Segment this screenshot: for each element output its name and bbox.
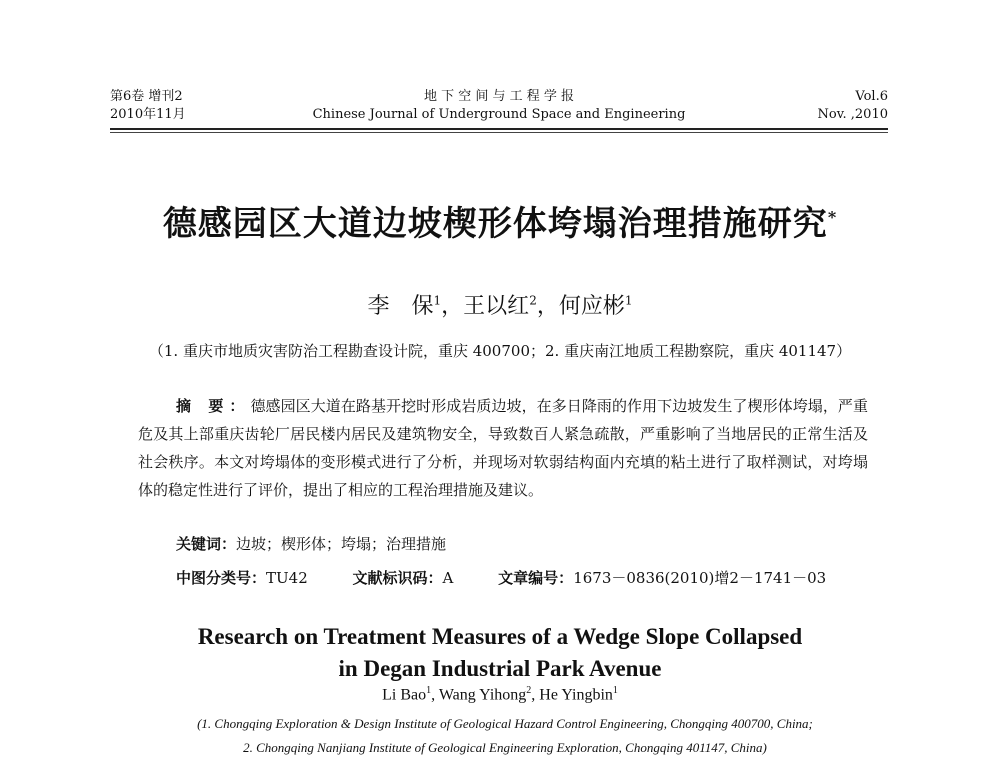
affiliation-en-line1: (1. Chongqing Exploration & Design Institute of Geological Hazard Control Engineering, Chongqing 400700, China;: [197, 716, 813, 731]
title-en-line2: in Degan Industrial Park Avenue: [338, 656, 662, 681]
journal-name-zh: 地 下 空 间 与 工 程 学 报: [423, 89, 575, 104]
abstract-text: 德感园区大道在路基开挖时形成岩质边坡，在多日降雨的作用下边坡发生了楔形体垮塌，严重危及其上部重庆齿轮厂居民楼内居民及建筑物安全，导致数百人紧急疏散，严重影响了当地居民的正常生活及社会秩序。本文对垮塌体的变形模式进行了分析，并现场对软弱结构面内充填的粘土进行了取样测试，对垮塌体的稳定性进行了评价，提出了相应的工程治理措施及建议。: [138, 397, 868, 499]
date-en: Nov. ,2010: [817, 107, 888, 122]
author-zh: 王以红: [463, 294, 530, 319]
volume-info-en: [818, 88, 888, 124]
doc-label: 文献标识码：: [352, 569, 443, 587]
clc-label: 中图分类号：: [176, 569, 267, 587]
title-zh-text: 德感园区大道边坡楔形体垮塌治理措施研究: [162, 204, 828, 244]
author-en-affil-mark: 1: [426, 685, 432, 696]
article-number: [498, 569, 826, 587]
publication-date: 2010年11月: [110, 107, 186, 122]
authors-en: Li Bao$^1$, Wang Yihong$^2$, He Yingbin$^1$: [382, 685, 618, 704]
keywords-text: 边坡；楔形体；垮塌；治理措施: [236, 535, 447, 553]
author-en-affil-mark: 2: [526, 685, 532, 696]
header-rule: [110, 128, 888, 130]
author-en: Wang Yihong: [438, 686, 527, 704]
article-label: 文章编号：: [498, 569, 574, 587]
journal-name: [110, 88, 888, 124]
paper-title-en: [0, 621, 1000, 685]
author-zh: 何应彬: [558, 294, 625, 319]
clc-value: TU42: [266, 569, 308, 587]
document-code: [353, 569, 454, 587]
article-value: 1673－0836(2010)增2－1741－03: [573, 569, 827, 587]
author-affil-mark: 1: [433, 293, 442, 308]
title-footnote-mark: *: [827, 207, 838, 227]
author-zh: 李 保: [367, 294, 434, 319]
clc-number: [176, 569, 308, 587]
keywords-zh: [176, 533, 446, 554]
author-affil-mark: 2: [529, 293, 537, 308]
doc-value: A: [442, 569, 454, 587]
title-en-line1: Research on Treatment Measures of a Wedge Slope Collapsed: [197, 624, 803, 649]
classification-row: [176, 567, 868, 588]
author-en: Li Bao: [382, 686, 427, 704]
header-rule-thin: [110, 132, 888, 133]
affiliation-en-line2: 2. Chongqing Nanjiang Institute of Geological Engineering Exploration, Chongqing 401147, China): [243, 740, 767, 755]
author-en: He Yingbin: [539, 686, 613, 704]
authors-zh: 李 保$^1$，王以红$^2$，何应彬$^1$: [367, 293, 633, 319]
journal-name-en: Chinese Journal of Underground Space and Engineering: [312, 107, 686, 122]
volume-issue: 第6卷 增刊2: [110, 89, 183, 104]
keywords-label: 关键词：: [176, 535, 237, 553]
journal-header: [110, 88, 888, 126]
abstract-zh: [138, 392, 868, 504]
paper-title-zh: [0, 196, 1000, 245]
affiliation-zh: （1. 重庆市地质灾害防治工程勘查设计院，重庆 400700；2. 重庆南江地质工程勘察院，重庆 401147）: [148, 342, 852, 360]
volume-en: Vol.6: [855, 89, 888, 104]
author-affil-mark: 1: [624, 293, 633, 308]
affiliation-en: [120, 712, 890, 760]
abstract-label: 摘 要：: [176, 397, 251, 415]
author-en-affil-mark: 1: [612, 685, 618, 696]
